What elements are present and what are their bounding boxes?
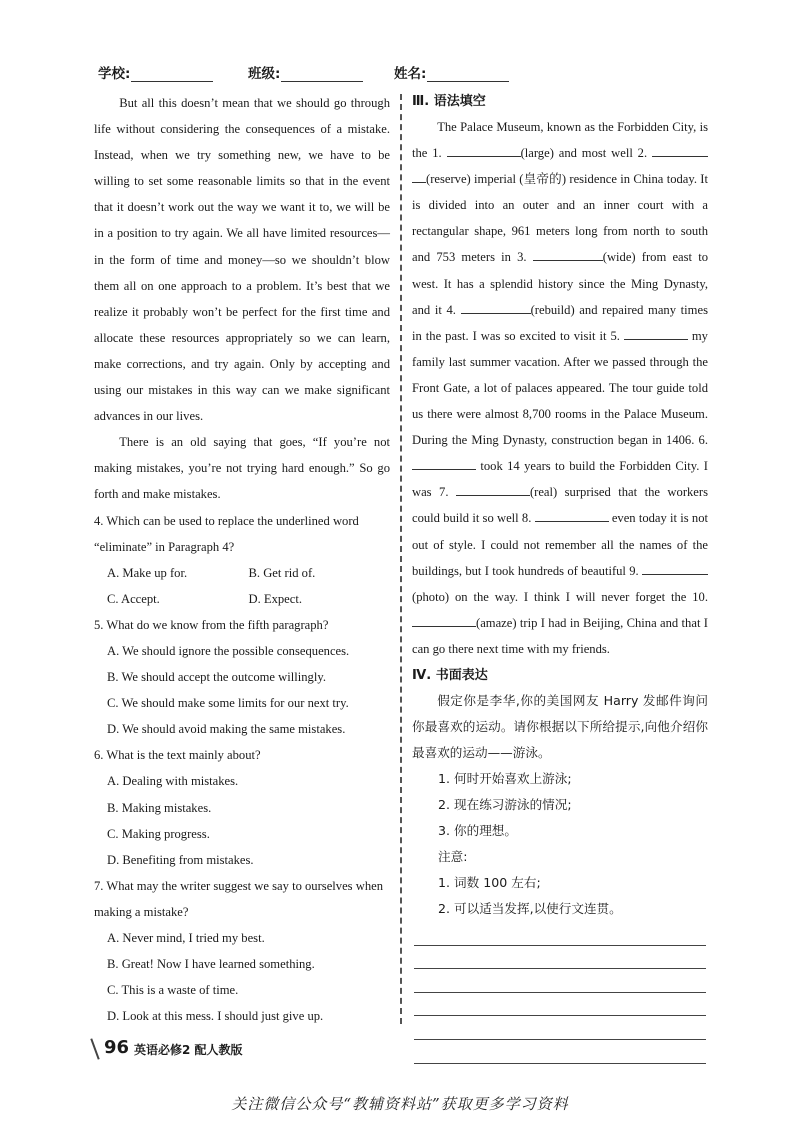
blank-6[interactable] [412,458,476,470]
q4-option-b: B. Get rid of. [248,565,316,580]
q4-option-d: D. Expect. [248,591,303,606]
answer-line [414,1040,706,1064]
answer-line [414,1016,706,1040]
name-label: 姓名: [394,66,427,82]
writing-note-1: 1. 词数 100 左右; [438,874,541,890]
school-field [98,62,213,82]
question-5 [94,612,390,742]
book-title: 英语必修2 配人教版 [134,1043,243,1057]
q5-option-c: C. We should make some limits for our next try. [107,696,349,711]
q7-option-a: A. Never mind, I tried my best. [107,931,265,945]
school-blank [131,68,213,82]
section-3-heading: Ⅲ. 语法填空 [412,94,486,109]
blank-9[interactable] [642,563,708,575]
writing-point-2: 2. 现在练习游泳的情况; [438,796,572,812]
q7-option-d: D. Look at this mess. I should just give up. [107,1009,324,1024]
question-6 [94,742,390,872]
q7-option-b: B. Great! Now I have learned something. [107,957,315,972]
q5-option-d: D. We should avoid making the same mistakes. [107,722,346,737]
name-blank [427,68,509,82]
question-4-stem: 4. Which can be used to replace the underlined word “eliminate” in Paragraph 4? [94,513,359,554]
blank-1[interactable] [447,145,521,157]
blank-3[interactable] [533,249,603,261]
right-column [412,90,708,1064]
q6-option-d: D. Benefiting from mistakes. [107,852,254,867]
writing-point-1: 1. 何时开始喜欢上游泳; [438,770,572,786]
page-number: 96 [104,1037,130,1058]
blank-4[interactable] [461,302,531,314]
question-6-stem: 6. What is the text mainly about? [94,748,261,763]
section-4-heading: Ⅳ. 书面表达 [412,667,488,683]
school-label: 学校: [98,66,131,82]
question-7 [94,873,390,1030]
writing-prompt: 假定你是李华,你的美国网友 Harry 发邮件询问你最喜欢的运动。请你根据以下所给提示,向他介绍你最喜欢的运动——游泳。 [412,692,708,760]
writing-answer-area[interactable] [412,922,708,1064]
answer-line [414,922,706,946]
promo-note: 关注微信公众号“教辅资料站”获取更多学习资料 [231,1095,569,1113]
blank-2-cont [412,171,426,183]
q4-option-a: A. Make up for. [107,565,188,580]
blank-10[interactable] [412,615,476,627]
answer-line [414,969,706,993]
grammar-fill-passage: The Palace Museum, known as the Forbidden City, is the 1. (large) and most well 2. (reserve) imperial (皇帝的) residence in China today. It is divided into an outer and an inner court with a rectangular shape, 961 meters long from north to south and 753 meters in 3. (wide) from east to west. It has a splendid history since the Ming Dynasty, and it 4. (rebuild) and repaired many times in the past. I was so excited to visit it 5. my family last summer vacation. After we passed through the Front Gate, a lot of palaces appeared. The tour guide told us there were almost 8,700 rooms in the Palace Museum. During the Ming Dynasty, construction began in 1406. 6. took 14 years to build the Forbidden City. I was 7. (real) surprised that the workers could build it so well 8. even today it is not out of style. I could not remember all the names of the buildings, but I took hundreds of beautiful 9. (photo) on the way. I think I will never forget the 10. (amaze) trip I had in Beijing, China and that I can go there next time with my friends. [412,120,708,656]
footer-slash [90,1038,99,1059]
blank-8[interactable] [535,510,609,522]
q6-option-b: B. Making mistakes. [107,800,212,815]
blank-7[interactable] [456,484,530,496]
q7-option-c: C. This is a waste of time. [107,983,239,998]
writing-point-3: 3. 你的理想。 [438,822,517,838]
answer-line [414,946,706,970]
passage-paragraph-1: But all this doesn’t mean that we should go through life without considering the consequences of a mistake. Instead, when we try something new, we have to be willing to set some reasonable limits so that in the event that it doesn’t work out the way we want it to, we will be in a position to try again. We all have limited resources—in the form of time and money—so we shouldn’t blow them all on one approach to a problem. It’s best that we realize it probably won’t be perfect for the first time and allocate these resources appropriately so we can learn, make corrections, and try again. Only by accepting and using our mistakes in this way can we make significant advances in our lives. [94,96,390,424]
class-label: 班级: [248,66,281,82]
answer-line [414,993,706,1017]
blank-2[interactable] [652,145,708,157]
class-blank [281,68,363,82]
blank-5[interactable] [624,328,688,340]
passage-paragraph-2: There is an old saying that goes, “If you’re not making mistakes, you’re not trying hard enough.” So go forth and make mistakes. [94,435,390,502]
q5-option-a: A. We should ignore the possible consequences. [107,643,350,658]
writing-note-label: 注意: [438,848,468,864]
class-field [248,62,363,82]
question-7-stem: 7. What may the writer suggest we say to ourselves when making a mistake? [94,878,384,919]
left-column [94,90,390,1029]
question-4 [94,508,390,612]
q4-option-c: C. Accept. [107,591,160,606]
writing-note-2: 2. 可以适当发挥,以使行文连贯。 [438,900,622,916]
q6-option-c: C. Making progress. [107,826,210,841]
question-5-stem: 5. What do we know from the fifth paragraph? [94,617,329,632]
student-info-header [98,62,558,84]
column-divider [400,94,402,1024]
q6-option-a: A. Dealing with mistakes. [107,774,239,789]
q5-option-b: B. We should accept the outcome willingly. [107,670,326,685]
name-field [394,62,509,82]
